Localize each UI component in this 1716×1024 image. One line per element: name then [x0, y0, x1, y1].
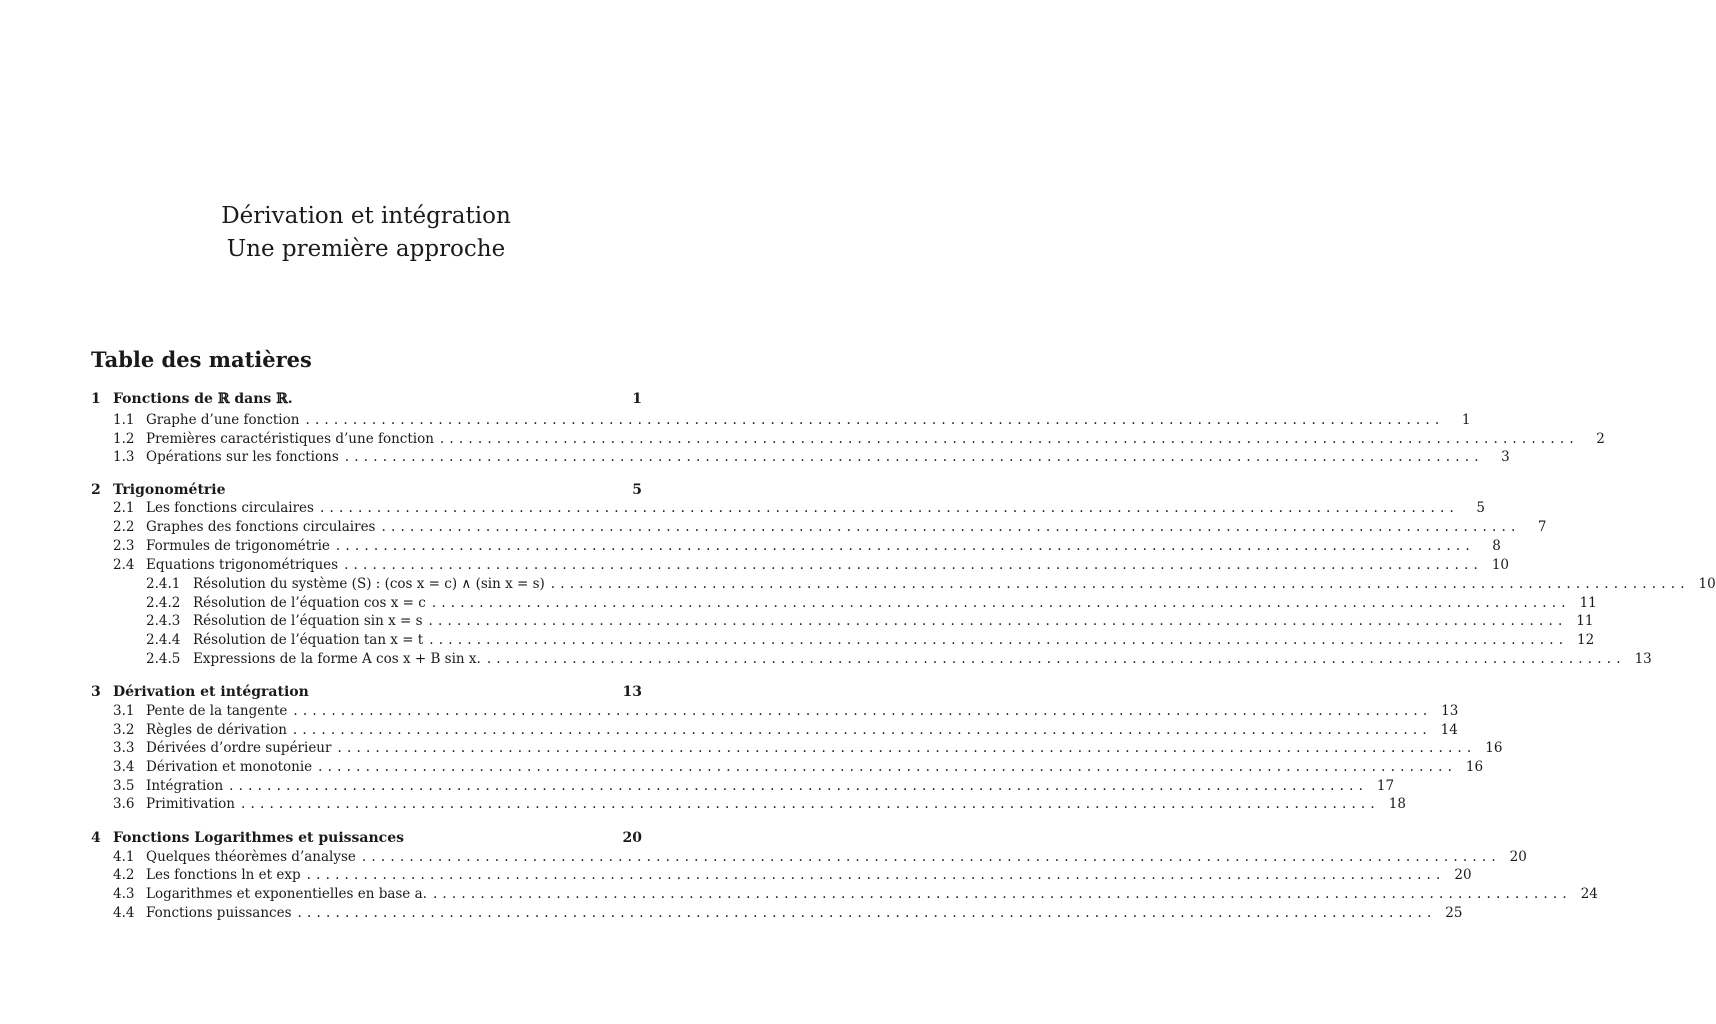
toc-subsection-entry[interactable] [91, 556, 1510, 575]
dot-leader: ........................................................................................................................ [229, 778, 1369, 794]
dot-leader: ........................................................................................................................ [344, 449, 1484, 465]
dot-leader: ........................................................................................................................ [337, 740, 1477, 756]
toc-entry-label: Graphes des fonctions circulaires [146, 519, 376, 535]
dot-leader: ........................................................................................................................ [335, 538, 1475, 554]
toc-entry-number: 2.4.5 [146, 651, 181, 667]
toc-entry-label: Règles de dérivation [146, 722, 287, 738]
document-title [0, 200, 732, 266]
toc-entry-label: Pente de la tangente [146, 703, 288, 719]
toc-subsection-entry[interactable] [91, 499, 1485, 518]
dot-leader: ........................................................................................................................ [292, 722, 1432, 738]
toc-subsection-entry[interactable] [91, 795, 1406, 814]
dot-leader: ........................................................................................................................ [319, 500, 1459, 516]
dot-leader: ........................................................................................................................ [428, 613, 1568, 629]
toc-section-entry[interactable] [91, 481, 642, 500]
toc-entry-number: 2.2 [113, 519, 135, 535]
toc-entry-label: Primitivation [146, 796, 235, 812]
toc-entry-number: 1 [91, 391, 101, 407]
toc-entry-label: Résolution de l’équation tan x = t [193, 632, 424, 648]
toc-entry-label: Dérivées d’ordre supérieur [146, 740, 332, 756]
toc-entry-number: 4 [91, 830, 101, 846]
toc-entry-number: 4.2 [113, 867, 135, 883]
toc-entry-page: 12 [1577, 632, 1595, 648]
dot-leader: ........................................................................................................................ [550, 576, 1690, 592]
toc-entry-label: Fonctions puissances [146, 905, 292, 921]
toc-entry-page: 13 [622, 684, 642, 700]
toc-subsection-entry[interactable] [91, 448, 1510, 467]
dot-leader: ........................................................................................................................ [318, 759, 1458, 775]
dot-leader: ........................................................................................................................ [344, 557, 1484, 573]
toc-entry-label: Equations trigonométriques [146, 557, 339, 573]
toc-entry-label: Intégration [146, 778, 224, 794]
toc-entry-number: 3.4 [113, 759, 135, 775]
toc-subsection-entry[interactable] [91, 537, 1501, 556]
toc-entry-label: Résolution du système (S) : (cos x = c) ∧ (sin x = s) [193, 576, 545, 592]
toc-entry-label: Résolution de l’équation sin x = s [193, 613, 423, 629]
toc-entry-label: Formules de trigonométrie [146, 538, 330, 554]
toc-entry-page: 20 [622, 830, 642, 846]
toc-subsection-entry[interactable] [91, 739, 1503, 758]
toc-entry-page: 1 [1461, 412, 1471, 428]
toc-subsection-entry[interactable] [91, 518, 1547, 537]
toc-entry-page: 11 [1576, 613, 1594, 629]
toc-entry-page: 8 [1492, 538, 1501, 554]
toc-subsection-entry[interactable] [91, 721, 1458, 740]
title-line-2: Une première approche [226, 236, 506, 262]
toc-entry-page: 10 [1491, 557, 1510, 573]
toc-entry-label: Trigonométrie [113, 482, 226, 498]
toc-entry-label: Quelques théorèmes d’analyse [146, 849, 356, 865]
toc-subsection-entry[interactable] [91, 777, 1395, 796]
toc-entry-label: Fonctions Logarithmes et puissances [113, 830, 404, 846]
toc-subsection-entry[interactable] [91, 612, 1594, 631]
toc-subsection-entry[interactable] [91, 866, 1472, 885]
toc-entry-label: Dérivation et intégration [113, 684, 309, 700]
toc-section-entry[interactable] [91, 829, 642, 848]
dot-leader: ........................................................................................................................ [361, 849, 1501, 865]
toc-subsection-entry[interactable] [91, 758, 1484, 777]
toc-subsection-entry[interactable] [91, 885, 1598, 904]
toc-entry-number: 1.3 [113, 449, 135, 465]
dot-leader: ........................................................................................................................ [305, 412, 1445, 428]
toc-entry-number: 3 [91, 684, 101, 700]
toc-entry-number: 4.1 [113, 849, 135, 865]
toc-entry-label: Les fonctions ln et exp [146, 867, 301, 883]
toc-entry-number: 2.3 [113, 538, 135, 554]
toc-entry-label: Les fonctions circulaires [146, 500, 314, 516]
toc-entry-number: 1.2 [113, 431, 135, 447]
toc-subsection-entry[interactable] [91, 411, 1471, 430]
toc-entry-number: 3.6 [113, 796, 135, 812]
toc-subsection-entry[interactable] [91, 904, 1463, 923]
toc-entry-page: 11 [1579, 595, 1597, 611]
toc-entry-number: 3.5 [113, 778, 135, 794]
toc-entry-label: Graphe d’une fonction [146, 412, 300, 428]
toc-entry-label: Opérations sur les fonctions [146, 449, 339, 465]
toc-entry-page: 16 [1465, 759, 1484, 775]
toc-entry-page: 13 [1441, 703, 1459, 719]
toc-entry-number: 2.4 [113, 557, 135, 573]
toc-entry-page: 14 [1440, 722, 1458, 738]
toc-entry-number: 3.1 [113, 703, 135, 719]
toc-entry-label: Expressions de la forme A cos x + B sin x. [193, 651, 481, 667]
toc-heading: Table des matières [91, 347, 312, 372]
toc-entry-number: 2.4.1 [146, 576, 181, 592]
toc-entry-number: 1.1 [113, 412, 135, 428]
toc-entry-number: 2 [91, 482, 101, 498]
dot-leader: ........................................................................................................................ [431, 595, 1571, 611]
toc-entry-page: 20 [1454, 867, 1472, 883]
toc-subsection-entry[interactable] [91, 575, 1716, 594]
toc-entry-page: 7 [1537, 519, 1547, 535]
toc-entry-page: 5 [1476, 500, 1485, 516]
toc-entry-number: 4.3 [113, 886, 135, 902]
dot-leader: ........................................................................................................................ [293, 703, 1433, 719]
dot-leader: ........................................................................................................................ [306, 867, 1446, 883]
toc-entry-number: 2.1 [113, 500, 135, 516]
toc-entry-page: 3 [1501, 449, 1510, 465]
title-line-1: Dérivation et intégration [221, 203, 511, 229]
toc-entry-page: 10 [1698, 576, 1716, 592]
toc-subsection-entry[interactable] [91, 650, 1652, 669]
toc-entry-number: 3.2 [113, 722, 135, 738]
dot-leader: ........................................................................................................................ [297, 905, 1437, 921]
dot-leader: ........................................................................................................................ [240, 796, 1380, 812]
dot-leader: ........................................................................................................................ [486, 651, 1626, 667]
toc-entry-page: 18 [1388, 796, 1406, 812]
toc-entry-number: 4.4 [113, 905, 135, 921]
toc-entry-page: 24 [1580, 886, 1598, 902]
toc-entry-page: 2 [1596, 431, 1605, 447]
toc-entry-page: 13 [1634, 651, 1652, 667]
dot-leader: ........................................................................................................................ [439, 431, 1579, 447]
toc-entry-page: 5 [632, 482, 642, 498]
toc-entry-number: 2.4.2 [146, 595, 181, 611]
toc-entry-label: Premières caractéristiques d’une fonction [146, 431, 434, 447]
toc-entry-label: Résolution de l’équation cos x = c [193, 595, 426, 611]
toc-section-entry[interactable] [91, 390, 642, 409]
toc-section-entry[interactable] [91, 683, 642, 702]
toc-entry-page: 20 [1509, 849, 1527, 865]
toc-entry-page: 17 [1376, 778, 1395, 794]
toc-entry-label: Fonctions de ℝ dans ℝ. [113, 391, 293, 407]
toc-entry-number: 2.4.4 [146, 632, 181, 648]
toc-entry-label: Logarithmes et exponentielles en base a. [146, 886, 427, 902]
dot-leader: ........................................................................................................................ [429, 632, 1569, 648]
toc-subsection-entry[interactable] [91, 430, 1605, 449]
toc-subsection-entry[interactable] [91, 848, 1527, 867]
toc-subsection-entry[interactable] [91, 631, 1595, 650]
toc-entry-page: 16 [1485, 740, 1503, 756]
toc-entry-number: 2.4.3 [146, 613, 181, 629]
toc-entry-page: 25 [1445, 905, 1463, 921]
toc-entry-page: 1 [632, 391, 642, 407]
dot-leader: ........................................................................................................................ [432, 886, 1572, 902]
toc-entry-number: 3.3 [113, 740, 135, 756]
toc-entry-label: Dérivation et monotonie [146, 759, 313, 775]
dot-leader: ........................................................................................................................ [381, 519, 1521, 535]
toc-subsection-entry[interactable] [91, 594, 1597, 613]
toc-subsection-entry[interactable] [91, 702, 1459, 721]
